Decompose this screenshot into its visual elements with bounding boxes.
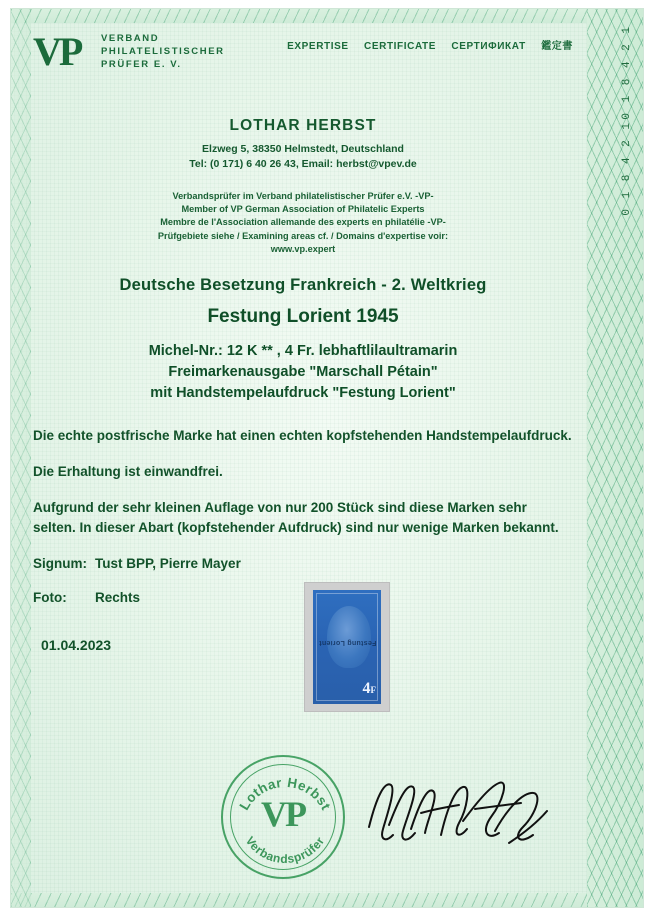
association-name-line-1: VERBAND [101,33,160,44]
credential-line-2: Member of VP German Association of Philatelic Experts [181,204,425,215]
overprint-line: mit Handstempelaufdruck "Festung Lorient" [150,385,456,402]
credential-line-1: Verbandsprüfer im Verband philatelistischer Prüfer e.V. -VP- [172,191,434,201]
association-name [101,32,225,71]
credential-line-4: Prüfgebiete siehe / Examining areas cf. / Domains d'expertise voir: [157,230,449,241]
foto-label: Foto: [33,590,67,606]
subject-titles [33,276,573,404]
stamp-denomination [363,680,377,698]
body-paragraph-1: Die echte postfrische Marke hat einen echten kopfstehenden Handstempelaufdruck. [33,428,572,444]
petain-portrait-icon [327,606,371,668]
denomination-number: 4 [362,680,371,697]
label-kanteisho: 鑑定書 [541,41,573,52]
label-expertise: EXPERTISE [287,41,349,52]
expert-address: Elzweg 5, 38350 Helmstedt, Deutschland [202,143,404,155]
guilloche-band-top [11,9,643,23]
credential-line-3: Membre de l'Association allemande des experts en philatélie -VP- [160,217,446,228]
michel-number-line: Michel-Nr.: 12 K ** , 4 Fr. lebhaftlilaultramarin [148,343,458,360]
issue-name-line: Freimarkenausgabe "Marschall Pétain" [168,364,438,381]
foto-value: Rechts [95,590,141,606]
foto-row [33,588,573,608]
expert-seal [221,755,345,879]
guilloche-band-bottom [11,893,643,907]
certificate-sheet [10,8,644,908]
certificate-language-labels [275,37,573,52]
serial-number-top: 0 1 8 4 2 1 [621,25,633,120]
body-paragraph-3: Aufgrund der sehr kleinen Auflage von nur 200 Stück sind diese Marken sehr selten. In dieser Abart (kopfstehender Aufdruck) sind nur wenige Marken bekannt. [33,500,559,536]
expert-name: LOTHAR HERBST [229,117,377,134]
signum-row [33,554,573,574]
signum-value: Tust BPP, Pierre Mayer [95,556,241,572]
handwritten-signature [363,765,553,865]
guilloche-band-left [11,9,31,907]
seal-top-text: Lothar Herbst [236,774,334,813]
title-country-era: Deutsche Besetzung Frankreich - 2. Weltkrieg [119,276,487,295]
body-paragraph-2: Die Erhaltung ist einwandfrei. [33,464,223,480]
guilloche-band-right [587,9,643,907]
label-certificate: CERTIFICATE [364,41,437,52]
credential-website: www.vp.expert [270,243,336,254]
signature-strokes [363,765,553,865]
expert-contact [33,142,573,172]
denomination-currency: F [370,685,376,695]
serial-number-second: 0 1 8 4 2 1 [621,121,633,216]
certificate-header [33,23,573,85]
expertise-body [33,426,573,608]
certificate-content [33,23,573,893]
vp-logo-icon: VP [33,29,81,74]
association-name-line-3: PRÜFER E. V. [101,59,182,70]
signum-label: Signum: [33,556,87,572]
label-sertifikat: СЕРТИФИКАТ [451,41,526,52]
seal-bottom-text: Verbandsprüfer [242,833,328,867]
stamp-photo [305,583,389,711]
title-issue: Festung Lorient 1945 [207,306,399,328]
overprint-text: Festung Lorient [319,639,377,646]
seal-center-vp: VP [261,794,305,834]
expert-credentials [33,190,573,256]
title-catalogue-details [33,341,573,404]
issuer-block [33,117,573,256]
stamp-image [313,590,381,704]
expert-phone-email: Tel: (0 171) 6 40 26 43, Email: herbst@vpev.de [189,158,417,170]
association-name-line-2: PHILATELISTISCHER [101,46,225,57]
issue-date: 01.04.2023 [41,637,112,653]
